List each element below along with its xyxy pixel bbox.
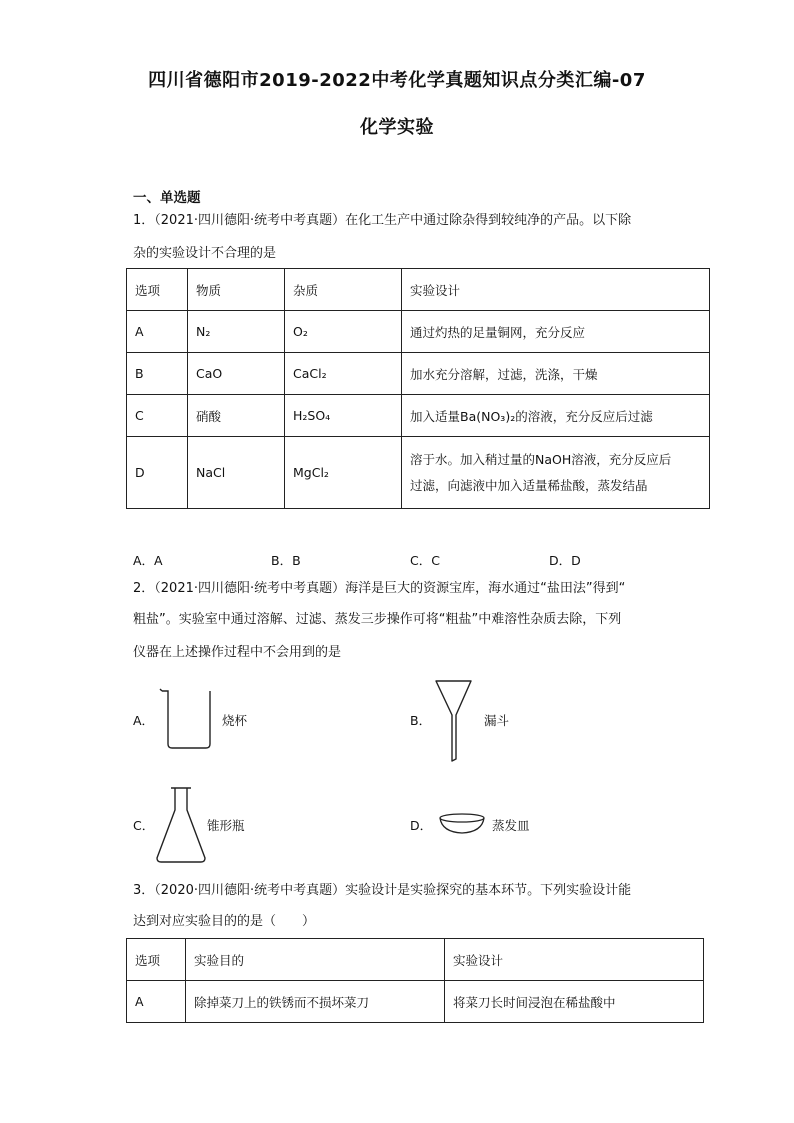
table-cell: CaCl₂ [285, 353, 402, 395]
choice-d: D．D [549, 553, 581, 568]
table-header-row [127, 939, 704, 981]
page-title: 四川省德阳市2019-2022中考化学真题知识点分类汇编-07 [148, 70, 646, 91]
table-header-cell: 选项 [127, 939, 186, 981]
table-cell: NaCl [188, 437, 285, 509]
evaporating-dish-icon [438, 810, 486, 836]
table-cell: 除掉菜刀上的铁锈而不损坏菜刀 [186, 981, 445, 1023]
q2-stem-line1: 2．（2021·四川德阳·统考中考真题）海洋是巨大的资源宝库，海水通过“盐田法”得到“ [133, 581, 626, 596]
option-b-letter: B． [410, 713, 432, 728]
table-cell-line: 溶于水。加入稍过量的NaOH溶液，充分反应后 [410, 451, 672, 467]
table-cell: 将菜刀长时间浸泡在稀盐酸中 [445, 981, 704, 1023]
table-cell: H₂SO₄ [285, 395, 402, 437]
table-cell: A [127, 311, 188, 353]
q3-stem-line2: 达到对应实验目的的是（ ） [133, 914, 316, 929]
table-cell-line: 过滤，向滤液中加入适量稀盐酸，蒸发结晶 [410, 477, 648, 493]
table-cell: N₂ [188, 311, 285, 353]
q1-table [126, 268, 710, 509]
option-a-name: 烧杯 [222, 713, 248, 728]
table-cell: A [127, 981, 186, 1023]
page-subtitle: 化学实验 [360, 117, 434, 138]
table-cell: MgCl₂ [285, 437, 402, 509]
choice-b: B．B [271, 553, 301, 568]
q1-stem-line2: 杂的实验设计不合理的是 [133, 246, 277, 261]
option-d-name: 蒸发皿 [492, 818, 530, 833]
option-c-name: 锥形瓶 [207, 818, 245, 833]
conical-flask-icon [155, 786, 207, 864]
q1-stem-line1: 1．（2021·四川德阳·统考中考真题）在化工生产中通过除杂得到较纯净的产品。以下除 [133, 213, 632, 228]
table-header-cell: 物质 [188, 269, 285, 311]
choice-c: C．C [410, 553, 440, 568]
table-cell: 通过灼热的足量铜网，充分反应 [402, 311, 710, 353]
table-row [127, 437, 710, 509]
q3-table [126, 938, 704, 1023]
option-a-letter: A． [133, 713, 155, 728]
section-heading: 一、单选题 [133, 190, 201, 206]
q2-stem-line2: 粗盐”。实验室中通过溶解、过滤、蒸发三步操作可将“粗盐”中难溶性杂质去除，下列 [133, 612, 622, 627]
q2-stem-line3: 仪器在上述操作过程中不会用到的是 [133, 645, 342, 660]
table-row [127, 981, 704, 1023]
beaker-icon [158, 688, 214, 750]
choice-a: A．A [133, 553, 163, 568]
table-cell: C [127, 395, 188, 437]
table-header-cell: 实验设计 [445, 939, 704, 981]
table-header-cell: 实验设计 [402, 269, 710, 311]
table-cell: B [127, 353, 188, 395]
table-header-cell: 实验目的 [186, 939, 445, 981]
option-d-letter: D． [410, 818, 433, 833]
table-cell [402, 437, 710, 509]
option-b-name: 漏斗 [484, 713, 510, 728]
table-cell: 硝酸 [188, 395, 285, 437]
funnel-icon [434, 679, 474, 763]
table-cell: CaO [188, 353, 285, 395]
option-c-letter: C． [133, 818, 155, 833]
table-header-cell: 杂质 [285, 269, 402, 311]
table-row [127, 395, 710, 437]
table-header-cell: 选项 [127, 269, 188, 311]
q3-stem-line1: 3．（2020·四川德阳·统考中考真题）实验设计是实验探究的基本环节。下列实验设计能 [133, 883, 632, 898]
table-cell: 加水充分溶解，过滤，洗涤，干燥 [402, 353, 710, 395]
table-row [127, 353, 710, 395]
table-cell: 加入适量Ba(NO₃)₂的溶液，充分反应后过滤 [402, 395, 710, 437]
table-row [127, 311, 710, 353]
table-cell: O₂ [285, 311, 402, 353]
table-cell: D [127, 437, 188, 509]
table-header-row [127, 269, 710, 311]
